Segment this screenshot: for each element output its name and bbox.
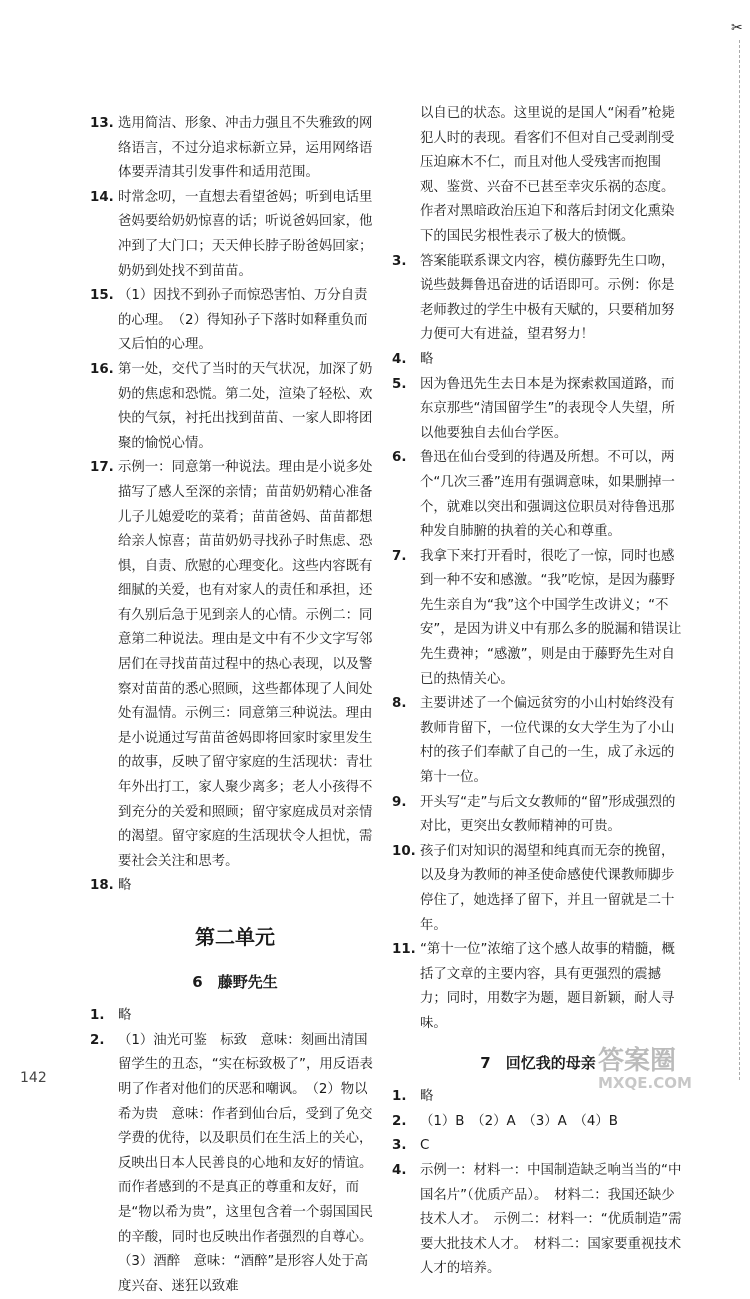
watermark-logo bbox=[598, 1048, 728, 1092]
answer-item bbox=[392, 348, 684, 373]
answer-item bbox=[90, 112, 380, 186]
item-text: 我拿下来打开看时，很吃了一惊，同时也感到一种不安和感激。“我”吃惊，是因为藤野先生亲自为“我”这个中国学生改讲义；“不安”，是因为讲义中有那么多的脱漏和错误让先生费神；“感激”，则是由于藤野先生对自已的热情关心。 bbox=[420, 548, 682, 687]
item-text: 示例一：材料一：中国制造缺乏响当当的“中国名片”（优质产品）。 材料二：我国还缺少技术人才。 示例二：材料一：“优质制造”需要大批技术人才。 材料二：国家要重视技术人才的培养。 bbox=[420, 1162, 682, 1277]
item-number: 8. bbox=[392, 696, 407, 712]
answer-item bbox=[392, 1134, 684, 1159]
item-number: 17. bbox=[90, 460, 114, 476]
item-text: 略 bbox=[420, 351, 434, 367]
item-number: 14. bbox=[90, 189, 114, 205]
item-number: 16. bbox=[90, 361, 114, 377]
answer-item bbox=[90, 874, 380, 899]
section-title: 7 回忆我的母亲 bbox=[480, 1053, 596, 1072]
item-text: 主要讲述了一个偏远贫穷的小山村始终没有教师肯留下，一位代课的女大学生为了小山村的孩子们奉献了自己的一生，成了永远的第十一位。 bbox=[420, 696, 675, 786]
watermark-url: MXQE.COM bbox=[598, 1074, 692, 1092]
section-title: 6 藤野先生 bbox=[192, 972, 278, 991]
item-text: 鲁迅在仙台受到的待遇及所想。不可以，两个“几次三番”连用有强调意味，如果删掉一个，就难以突出和强调这位职员对待鲁迅那种发自肺腑的执着的关心和尊重。 bbox=[420, 450, 675, 540]
unit-title: 第二单元 bbox=[195, 925, 275, 949]
item-text: 略 bbox=[118, 1008, 132, 1024]
item-text: 略 bbox=[420, 1089, 434, 1105]
item-number: 2. bbox=[392, 1113, 407, 1129]
item-text: “第十一位”浓缩了这个感人故事的精髓，概括了文章的主要内容，具有更强烈的震撼力；同时，用数字为题，题目新颖，耐人寻味。 bbox=[420, 942, 675, 1031]
item-text: 开头写“走”与后文女教师的“留”形成强烈的对比，更突出女教师精神的可贵。 bbox=[420, 794, 676, 835]
answer-item bbox=[392, 840, 684, 938]
item-number: 18. bbox=[90, 878, 114, 894]
item-text: C bbox=[420, 1138, 430, 1154]
item-number: 11. bbox=[392, 942, 416, 958]
item-text: （1）B （2）A （3）A （4）B bbox=[420, 1113, 618, 1129]
item-number: 1. bbox=[392, 1089, 407, 1105]
watermark-text: 答案圈 bbox=[598, 1046, 677, 1076]
item-text: （1）因找不到孙子而惊恐害怕、万分自责的心理。 （2）得知孙子下落时如释重负而又后怕的心理。 bbox=[118, 288, 368, 353]
item-text: 第一处，交代了当时的天气状况，加深了奶奶的焦虑和恐慌。第二处，渲染了轻松、欢快的气氛，衬托出找到苗苗、一家人即将团聚的愉悦心情。 bbox=[118, 361, 373, 451]
answer-item bbox=[90, 358, 380, 456]
item-text: 略 bbox=[118, 878, 132, 894]
answer-item bbox=[90, 284, 380, 358]
item-number: 7. bbox=[392, 548, 407, 564]
page-number: 142 bbox=[20, 1070, 47, 1086]
answer-item bbox=[392, 373, 684, 447]
item-number: 3. bbox=[392, 253, 407, 269]
item-text: 时常念叨，一直想去看望爸妈；听到电话里爸妈要给奶奶惊喜的话；听说爸妈回家，他冲到了大门口；天天伸长脖子盼爸妈回家；奶奶到处找不到苗苗。 bbox=[118, 189, 373, 279]
item-text: （1）油光可鉴 标致 意味：刻画出清国留学生的丑态，“实在标致极了”，用反语表明了作者对他们的厌恶和嘲讽。 （2）物以希为贵 意味：作者到仙台后，受到了免交学费的优待，以及职员们在生活上的关心，反映出日本人民善良的心地和友好的情谊。而作者感到的不是真正的尊重和友好，而是“物以希为贵”，这里包含着一个弱国国民的辛酸，同时也反映出作者强烈的自尊心。 （3）酒醉 意味：“酒醉”是形容人处于高度兴奋、迷狂以致难 bbox=[118, 1032, 380, 1294]
answer-item bbox=[392, 545, 684, 693]
answer-item bbox=[392, 1159, 684, 1282]
item-number: 5. bbox=[392, 376, 407, 392]
item-text: 选用简洁、形象、冲击力强且不失雅致的网络语言，不过分追求标新立异，运用网络语体要弄清其引发事件和适用范围。 bbox=[118, 116, 373, 181]
item-number: 1. bbox=[90, 1008, 105, 1024]
answer-item bbox=[392, 692, 684, 790]
item-number: 9. bbox=[392, 794, 407, 810]
continuation-text bbox=[392, 102, 684, 250]
item-text: 以自已的状态。这里说的是国人“闲看”枪毙犯人时的表现。看客们不但对自己受剥削受压迫麻木不仁，而且对他人受残害而抱围观、鉴赏、兴奋不已甚至幸灾乐祸的态度。作者对黑暗政治压迫下和落后封闭文化熏染下的国民劣根性表示了极大的愤慨。 bbox=[420, 106, 675, 244]
left-column bbox=[90, 112, 380, 1299]
answer-item bbox=[392, 1110, 684, 1135]
item-number: 13. bbox=[90, 116, 114, 131]
item-number: 3. bbox=[392, 1138, 407, 1154]
answer-item bbox=[90, 1029, 380, 1299]
cut-line bbox=[739, 40, 740, 1080]
answer-item bbox=[392, 791, 684, 840]
right-column bbox=[392, 102, 684, 1282]
item-text: 答案能联系课文内容，模仿藤野先生口吻，说些鼓舞鲁迅奋进的话语即可。示例：你是老师教过的学生中极有天赋的，只要稍加努力便可大有进益，望君努力！ bbox=[420, 253, 675, 343]
scissors-icon: ✂ bbox=[731, 20, 743, 36]
item-number: 6. bbox=[392, 450, 407, 466]
answer-item bbox=[90, 1004, 380, 1029]
item-text: 示例一：同意第一种说法。理由是小说多处描写了感人至深的亲情；苗苗奶奶精心准备儿子儿媳爱吃的菜肴；苗苗爸妈、苗苗都想给亲人惊喜；苗苗奶奶寻找孙子时焦虑、恐惧，自责、欣慰的心理变化。这些内容既有细腻的关爱，也有对家人的责任和承担，还有久别后急于见到亲人的心情。示例二：同意第二种说法。理由是文中有不少文字写邻居们在寻找苗苗过程中的热心表现，以及警察对苗苗的悉心照顾，这些都体现了人间处处有温情。示例三：同意第三种说法。理由是小说通过写苗苗爸妈即将回家时家里发生的故事，反映了留守家庭的生活现状：青壮年外出打工，家人聚少离多；老人小孩得不到充分的关爱和照顾；留守家庭成员对亲情的渴望。留守家庭的生活现状令人担忧，需要社会关注和思考。 bbox=[118, 460, 373, 869]
answer-item bbox=[90, 456, 380, 874]
answer-item bbox=[392, 938, 684, 1036]
answer-item bbox=[392, 446, 684, 544]
item-text: 因为鲁迅先生去日本是为探索救国道路，而东京那些“清国留学生”的表现令人失望，所以他要独自去仙台学医。 bbox=[420, 376, 675, 441]
item-number: 15. bbox=[90, 288, 114, 304]
item-number: 4. bbox=[392, 1162, 407, 1178]
item-number: 4. bbox=[392, 351, 407, 367]
answer-item bbox=[392, 250, 684, 348]
item-number: 10. bbox=[392, 843, 416, 859]
item-number: 2. bbox=[90, 1032, 105, 1048]
answer-item bbox=[90, 186, 380, 284]
item-text: 孩子们对知识的渴望和纯真而无奈的挽留，以及身为教师的神圣使命感使代课教师脚步停住了，她选择了留下，并且一留就是二十年。 bbox=[420, 843, 675, 933]
